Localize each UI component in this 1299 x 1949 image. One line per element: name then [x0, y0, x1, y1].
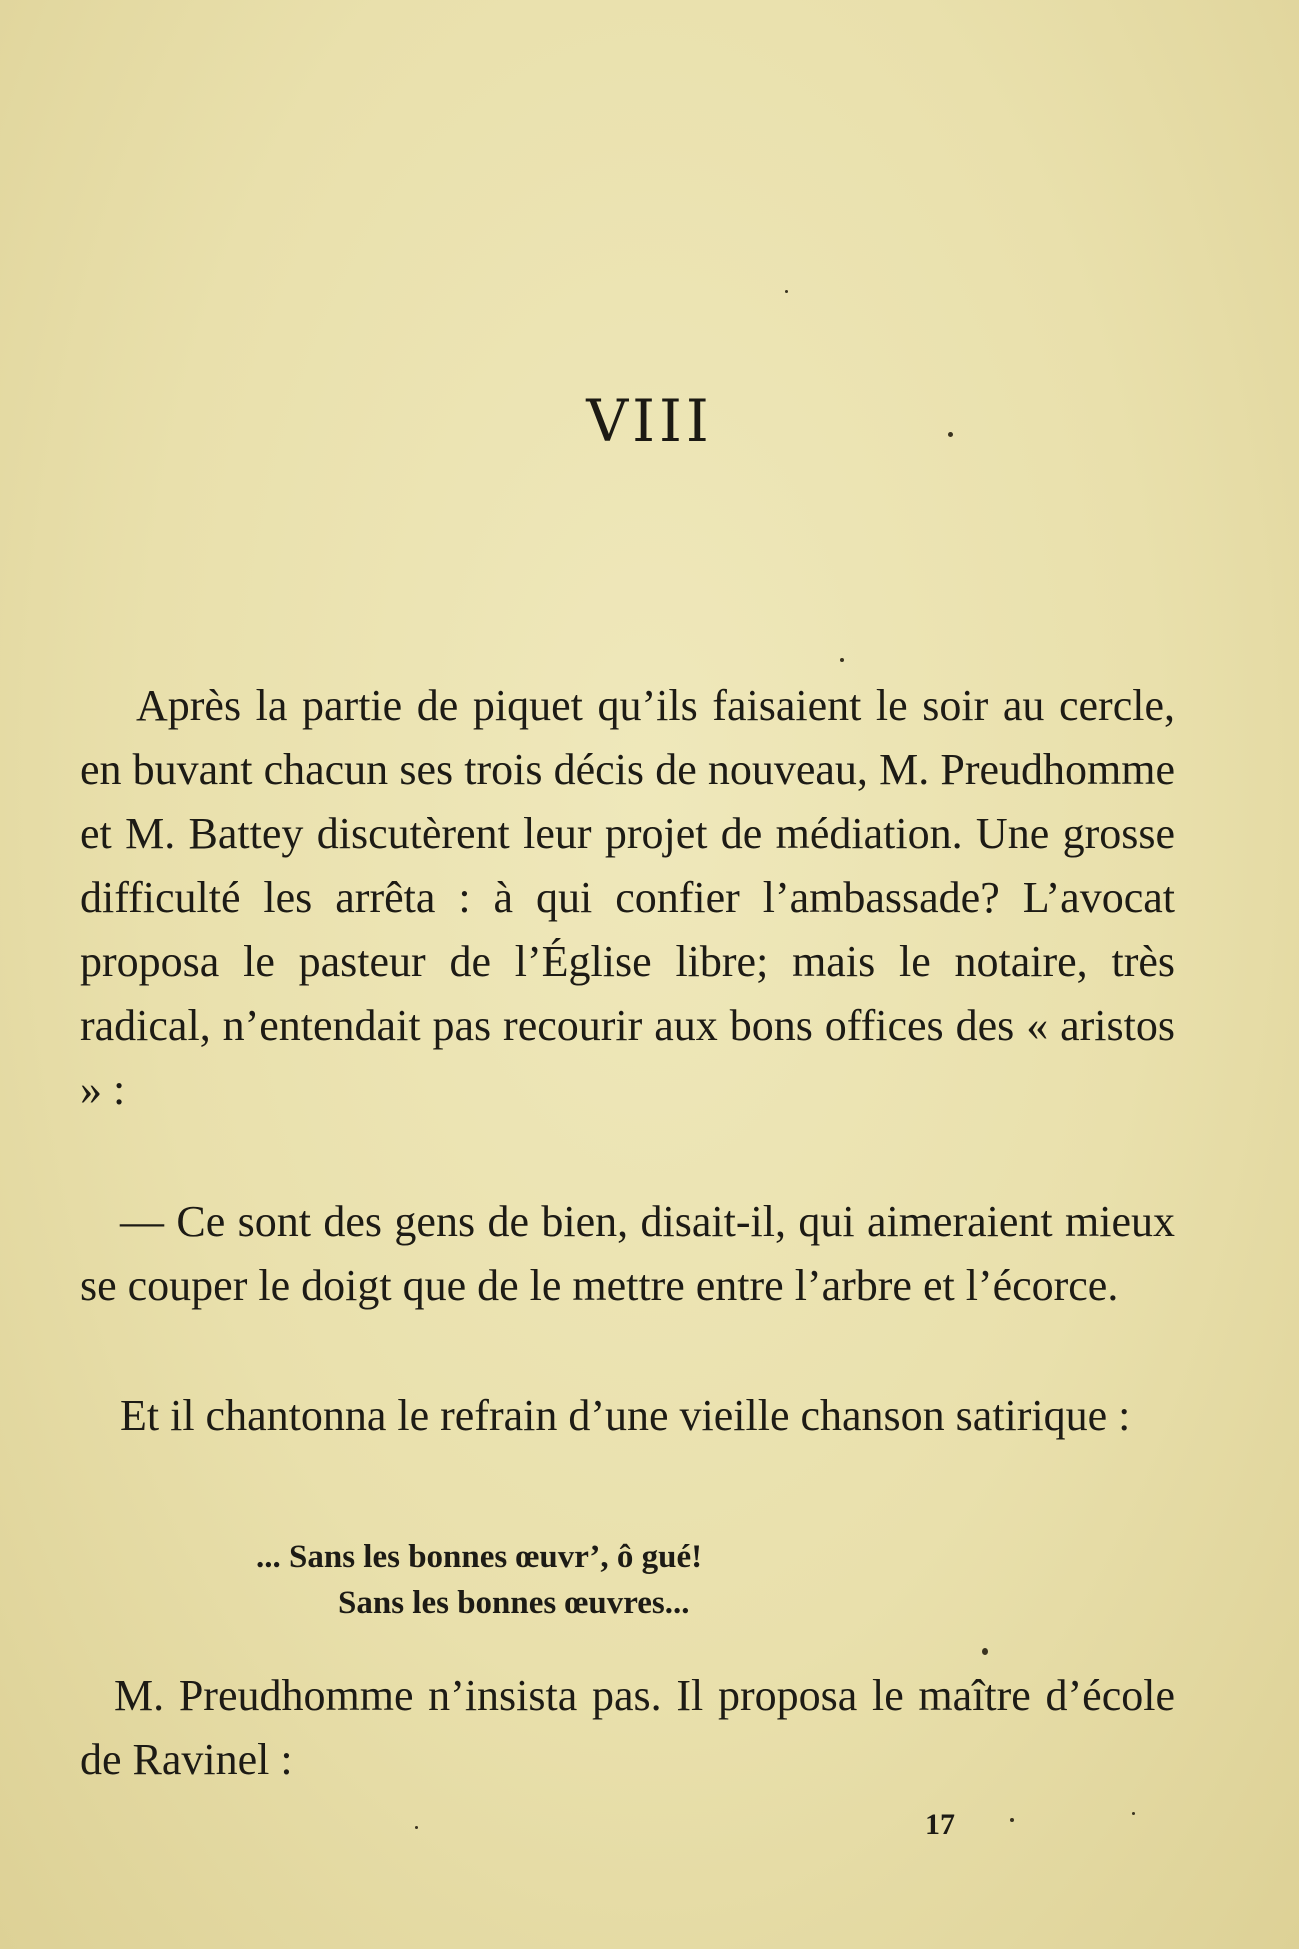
- verse-line: ... Sans les bonnes œuvr’, ô gué!: [256, 1539, 703, 1575]
- chapter-title: VIII: [586, 387, 713, 455]
- paragraph: Et il chantonna le refrain d’une vieille chanson satirique :: [120, 1391, 1131, 1440]
- paragraph: — Ce sont des gens de bien, disait-il, qui aimeraient mieux se couper le doigt que de le mettre entre l’arbre et l’écorce.: [80, 1197, 1175, 1310]
- paper-speck: [840, 658, 844, 662]
- paper-speck: [1010, 1818, 1014, 1822]
- paper-speck: [1132, 1812, 1135, 1815]
- verse-line: Sans les bonnes œuvres...: [338, 1585, 690, 1621]
- paper-speck: [415, 1826, 418, 1829]
- paragraph: M. Preudhomme n’insista pas. Il proposa le maître d’école de Ravinel :: [80, 1671, 1175, 1784]
- paragraph: Après la partie de piquet qu’ils faisaient le soir au cercle, en buvant chacun ses trois décis de nouveau, M. Preudhomme et M. Battey discutèrent leur projet de médiation. Une grosse difficulté les arrêta : à qui confier l’ambassade? L’avocat proposa le pasteur de l’Église libre; mais le notaire, très radical, n’entendait pas recourir aux bons offices des « aristos » :: [80, 681, 1175, 1114]
- page-number: 17: [925, 1808, 955, 1841]
- paper-speck: [785, 290, 788, 293]
- paper-speck: [982, 1648, 988, 1655]
